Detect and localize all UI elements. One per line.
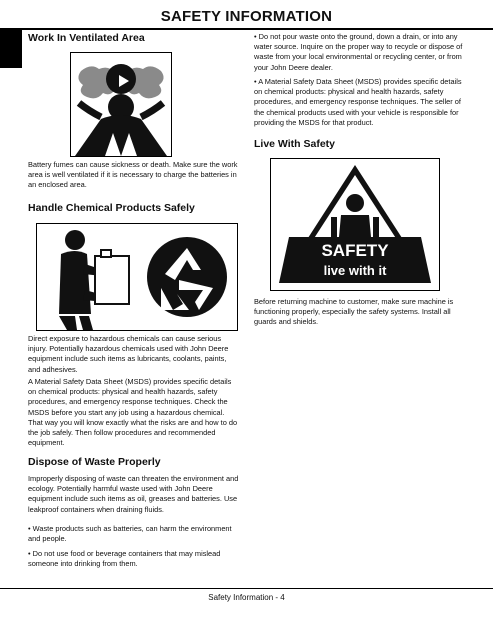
chemical-body-1: Direct exposure to hazardous chemicals can cause serious injury. Potentially hazardous chemicals used with John Deere equipment include such items as lubricants, coolants, paints, and adhesives. [28,334,229,374]
footer-rule [0,588,493,589]
title-rule [0,28,493,30]
waste-bullet-3: • Do not pour waste onto the ground, down a drain, or into any water source. Inquire on the proper way to recycle or dispose of waste from your local environmental or recycling center, or from your John Deere dealer. [254,32,463,72]
waste-bullet-2: • Do not use food or beverage containers that may mislead someone into drinking from them. [28,549,221,569]
chemical-illustration [36,223,238,331]
safety-logo-frame [270,158,440,291]
safety-triangle-icon [271,159,439,290]
battery-fumes-icon [71,53,171,156]
ventilated-body: Battery fumes can cause sickness or death. Make sure the work area is well ventilated if it is necessary to charge the batteries in an enclosed area. [28,160,238,190]
chemical-body-2: A Material Safety Data Sheet (MSDS) provides specific details on chemical products: physical and health hazards, safety procedures, and emergency response techniques. Check the MSDS before you start any job using a hazardous chemical. That way you will know exactly what the risks are and how to do the job safely. Then follow procedures and recommended equipment. [28,377,238,448]
heading-ventilated: Work In Ventilated Area [28,32,145,44]
heading-live-safety: Live With Safety [254,138,336,150]
waste-bullet-4: • A Material Safety Data Sheet (MSDS) provides specific details on chemical products: physical and health hazards, safety procedures, and emergency response techniques. The seller of the chemical products used with your vehicle is responsible for providing the MSDS for that product. [254,77,462,127]
chemical-handling-icon [37,224,237,330]
heading-chemical: Handle Chemical Products Safely [28,202,195,214]
ventilation-illustration [70,52,172,157]
waste-body: Improperly disposing of waste can threaten the environment and ecology. Potentially harmful waste used with John Deere equipment include such items as oil, greases and batteries. Use leakproof containers when draining fluids. [28,474,239,514]
safety-logo-line2: live with it [323,263,387,278]
live-safety-body: Before returning machine to customer, make sure machine is functioning properly, especially the safety systems. Install all guards and shields. [254,297,454,327]
heading-waste: Dispose of Waste Properly [28,456,161,468]
section-edge-tab [0,30,22,68]
page-title: SAFETY INFORMATION [160,8,333,25]
safety-logo-line1: SAFETY [321,241,389,260]
page-footer: Safety Information - 4 [208,593,285,602]
waste-bullet-1: • Waste products such as batteries, can harm the environment and people. [28,524,232,544]
